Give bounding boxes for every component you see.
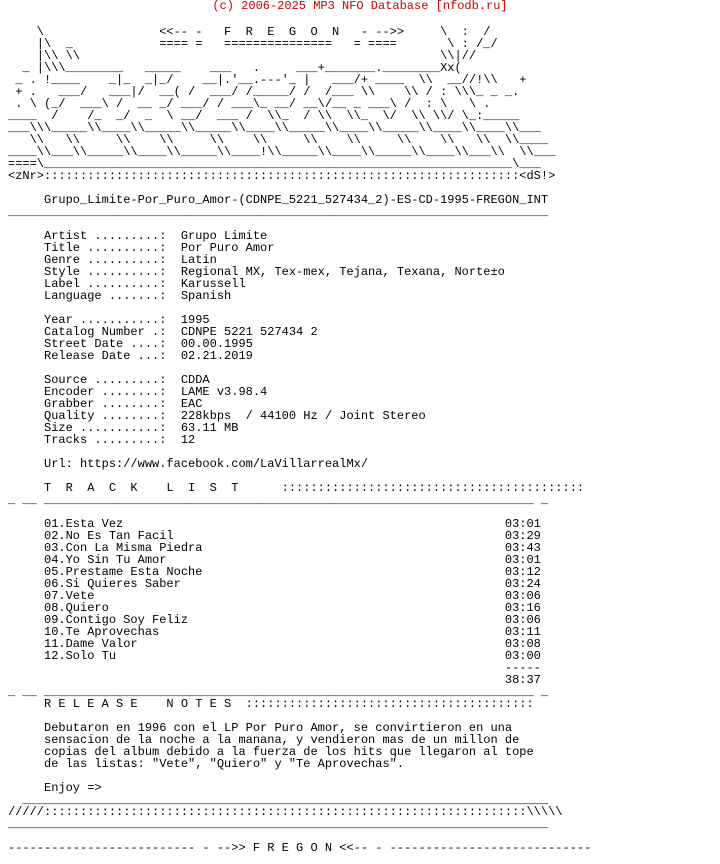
nfo-line: R E L E A S E N O T E S :::::::::::::::::::::::::::::::::::::::: <box>8 697 534 711</box>
nfo-line: -------------------------- - -->> F R E G O N <<-- - ---------------------------- <box>8 841 592 855</box>
nfo-line: 05.Prestame Esta Noche 03:12 <box>8 565 541 579</box>
nfo-line: Release Date ...: 02.21.2019 <box>8 349 253 363</box>
nfo-line: Encoder ........: LAME v3.98.4 <box>8 385 268 399</box>
nfo-line: Tracks .........: 12 <box>8 433 196 447</box>
nfo-line: 08.Quiero 03:16 <box>8 601 541 615</box>
nfo-line: 04.Yo Sin Tu Amor 03:01 <box>8 553 541 567</box>
nfo-line: Url: https://www.facebook.com/LaVillarrealMx/ <box>8 457 369 471</box>
nfo-line: 01.Esta Vez 03:01 <box>8 517 541 531</box>
nfo-line: ___________________________________________________________________________ <box>8 817 549 831</box>
nfo-line: 02.No Es Tan Facil 03:29 <box>8 529 541 543</box>
nfo-line: \ <<-- - F R E G O N - -->> \ : / <box>8 25 541 39</box>
nfo-line: Grupo_Limite-Por_Puro_Amor-(CDNPE_5221_527434_2)-ES-CD-1995-FREGON_INT <box>8 193 549 207</box>
nfo-line: + . ___/ ___|/ __( / ___/ /_____/ / /___ \\ \\ / : \\\_ _ _. <box>8 85 534 99</box>
nfo-line: <zNr>::::::::::::::::::::::::::::::::::::::::::::::::::::::::::::::::::<dS!> <box>8 169 556 183</box>
nfo-line: Size ...........: 63.11 MB <box>8 421 239 435</box>
nfo-line: Grabber ........: EAC <box>8 397 203 411</box>
nfo-line: ___\\\_____\\____\\_____\\_____\\____\\_____\\____\\_____\\____\\____\\___ <box>8 121 541 135</box>
nfo-line: Genre ..........: Latin <box>8 253 217 267</box>
nfo-line: . \ (_/ ___\ / __ _/ ___/ / ___\_ __/ __\/__ _ ___\ / : \ \ . <box>8 97 513 111</box>
nfo-line: \\ \\ \\ \\ \\ \\ \\ \\ \\ \\ \\ \\____ <box>8 133 549 147</box>
nfo-line: _ __ ____________________________________________________________________ _ <box>8 685 549 699</box>
nfo-line: |\ _ ==== = =============== = ==== \ : /_/ <box>8 37 541 51</box>
nfo-line: Artist .........: Grupo Limite <box>8 229 268 243</box>
nfo-line: Language .......: Spanish <box>8 289 232 303</box>
nfo-line: Street Date ....: 00.00.1995 <box>8 337 253 351</box>
nfo-line: _ . !____ _|_ _|_/ __|.'__.---'_ | ___/+ ____ \\ __//!\\ + <box>8 73 541 87</box>
nfo-line: 10.Te Aprovechas 03:11 <box>8 625 541 639</box>
nfo-line: 06.Si Quieres Saber 03:24 <box>8 577 541 591</box>
nfo-line: _________________________________________________________________________ <box>8 793 549 807</box>
nfo-line: ____ / /_ _/ _ \ __/ ___ / \\_ / \\ \\_ \/ \\ \\/ \_:_____ <box>8 109 520 123</box>
nfo-line: de las listas: "Vete", "Quiero" y "Te Aprovechas". <box>8 757 405 771</box>
nfo-line: _ __ ____________________________________________________________________ _ <box>8 493 549 507</box>
nfo-line: _ |\\\________ _____ ___ . ___+_______.________Xx( <box>8 61 520 75</box>
nfo-text-block <box>8 14 591 854</box>
nfo-line: 03.Con La Misma Piedra 03:43 <box>8 541 541 555</box>
nfo-line: 11.Dame Valor 03:08 <box>8 637 541 651</box>
nfo-line: |\\ \\ \\|// <box>8 49 534 63</box>
nfo-line: /////:::::::::::::::::::::::::::::::::::::::::::::::::::::::::::::::::::\\\\\ <box>8 805 563 819</box>
nfo-line: Enjoy => <box>8 781 102 795</box>
nfo-line: T R A C K L I S T :::::::::::::::::::::::::::::::::::::::::: <box>8 481 585 495</box>
nfo-line: 07.Vete 03:06 <box>8 589 541 603</box>
nfo-line: Label ..........: Karussell <box>8 277 246 291</box>
nfo-line: ___________________________________________________________________________ <box>8 205 549 219</box>
nfo-line: Title ..........: Por Puro Amor <box>8 241 275 255</box>
nfo-line: Quality ........: 228kbps / 44100 Hz / Joint Stereo <box>8 409 426 423</box>
nfo-line: ====\_________________________________________________________________\___ <box>8 157 541 171</box>
nfodb-header-link[interactable]: (c) 2006-2025 MP3 NFO Database [nfodb.ru] <box>212 0 508 13</box>
nfo-line: ____\\___\\_____\\____\\_____\\____!\\_____\\____\\_____\\____\\___\\ \\___ <box>8 145 556 159</box>
nfo-line: Style ..........: Regional MX, Tex-mex, Tejana, Texana, Norte±o <box>8 265 505 279</box>
nfo-line: 12.Solo Tu 03:00 <box>8 649 541 663</box>
nfo-line: 09.Contigo Soy Feliz 03:06 <box>8 613 541 627</box>
nfo-line: copias del album debido a la fuerza de los hits que llegaron al tope <box>8 745 534 759</box>
nfo-line: Source .........: CDDA <box>8 373 210 387</box>
nfo-line: Catalog Number .: CDNPE 5221 527434 2 <box>8 325 318 339</box>
nfo-line: Year ...........: 1995 <box>8 313 210 327</box>
nfo-line: sensacion de la noche a la manana, y vendieron mas de un millon de <box>8 733 520 747</box>
nfo-line: ----- <box>8 661 541 675</box>
nfo-line: 38:37 <box>8 673 541 687</box>
nfo-line: Debutaron en 1996 con el LP Por Puro Amor, se convirtieron en una <box>8 721 513 735</box>
